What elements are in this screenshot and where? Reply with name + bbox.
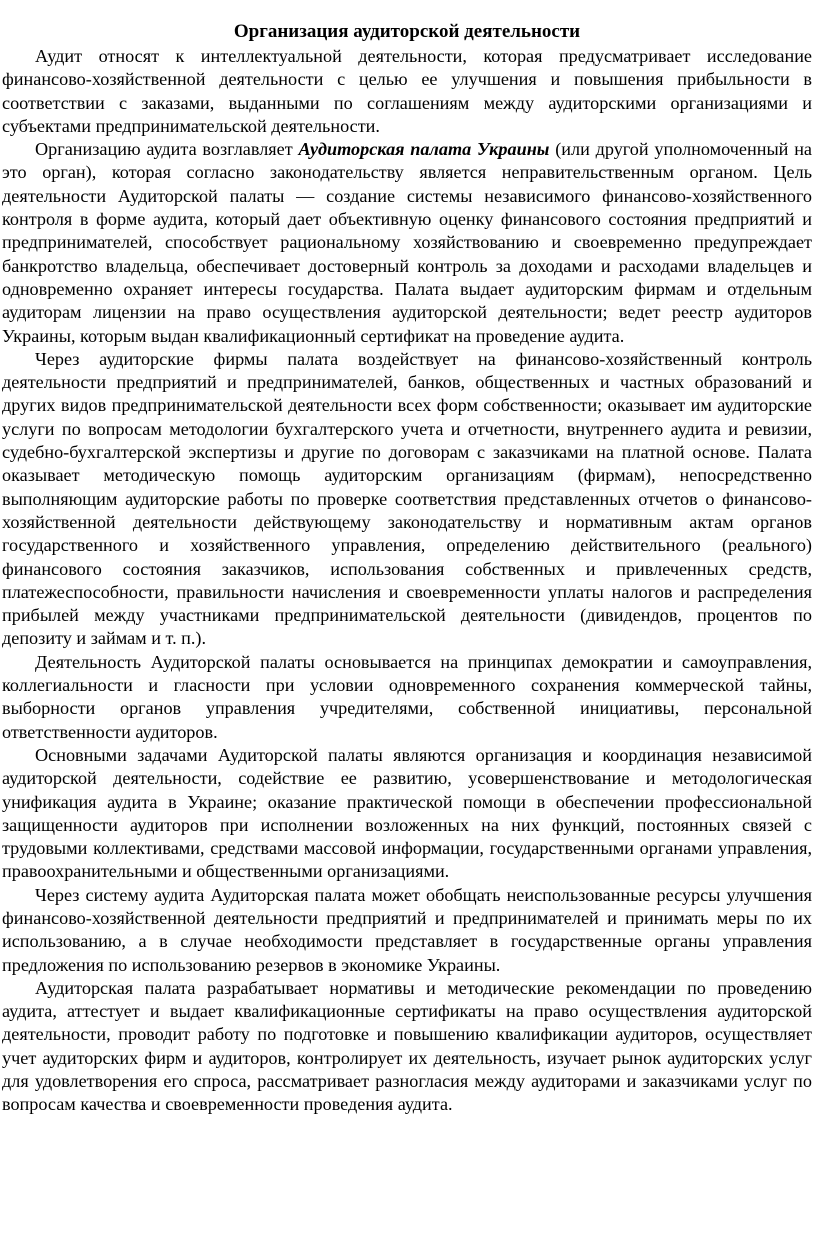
paragraph-chamber-principles: Деятельность Аудиторской палаты основывается на принципах демократии и самоуправления, коллегиальности и гласности при условии одновременного сохранения коммерческой тайны, выборности органов управления учредителями, собственной инициативы, персональной ответственности аудиторов. [2, 651, 812, 742]
paragraph-audit-chamber [2, 138, 812, 348]
paragraph-resource-generalization: Через систему аудита Аудиторская палата может обобщать неиспользованные ресурсы улучшения финансово-хозяйственной деятельности предприятий и предпринимателей и принимать меры по их использованию, а в случае необходимости представляет в государственные органы управления предложения по использованию резервов в экономике Украины. [2, 884, 812, 975]
document-title: Организация аудиторской деятельности [233, 21, 581, 42]
paragraph-audit-chamber-intro: Организацию аудита возглавляет [35, 139, 299, 160]
paragraph-chamber-standards: Аудиторская палата разрабатывает нормативы и методические рекомендации по проведению аудита, аттестует и выдает квалификационные сертификаты на право осуществления аудиторской деятельности, проводит работу по подготовке и повышению квалификации аудиторов, осуществляет учет аудиторских фирм и аудиторов, контролирует их деятельность, изучает рынок аудиторских услуг для удовлетворения его спроса, рассматривает разногласия между аудиторами и заказчиками услуг по вопросам качества и своевременности проведения аудита. [2, 977, 812, 1115]
paragraph-chamber-tasks: Основными задачами Аудиторской палаты являются организация и координация независимой аудиторской деятельности, содействие ее развитию, усовершенствование и методологическая унификация аудита в Украине; оказание практической помощи в обеспечении профессиональной защищенности аудиторов при исполнении возложенных на них функций, постоянных связей с трудовыми коллективами, средствами массовой информации, государственными органами управления, правоохранительными и общественными организациями. [2, 744, 812, 882]
paragraph-chamber-influence: Через аудиторские фирмы палата воздействует на финансово-хозяйственный контроль деятельности предприятий и предпринимателей, банков, общественных и частных образований и других видов предпринимательской деятельности всех форм собственности; оказывает им аудиторские услуги по вопросам методологии бухгалтерского учета и отчетности, внутреннего аудита и ревизии, судебно-бухгалтерской экспертизы и другие по договорам с заказчиками на платной основе. Палата оказывает методическую помощь аудиторским организациям (фирмам), непосредственно выполняющим аудиторские работы по проверке соответствия представленных отчетов о финансово-хозяйственной деятельности действующему законодательству и нормативным актам органов государственного и хозяйственного управления, определению действительного (реального) финансового состояния заказчиков, использования собственных и привлеченных средств, платежеспособности, правильности начисления и своевременности уплаты налогов и распределения прибылей между участниками предпринимательской деятельности (дивидендов, процентов по депозиту и займам и т. п.). [2, 348, 812, 649]
audit-chamber-name: Аудиторская палата Украины [298, 139, 550, 160]
paragraph-audit-chamber-body: (или другой уполномоченный на это орган), которая согласно законодательству является неправительственным органом. Цель деятельности Аудиторской палаты — создание системы независимого финансово-хозяйственного контроля в форме аудита, который дает объективную оценку финансового состояния предприятий и предпринимателей, способствует рациональному хозяйствованию и своевременно предупреждает банкротство владельца, обеспечивает достоверный контроль за доходами и расходами владельцев и одновременно охраняет интересы государства. Палата выдает аудиторским фирмам и отдельным аудиторам лицензии на право осуществления аудиторской деятельности; ведет реестр аудиторов Украины, которым выдан квалификационный сертификат на проведение аудита. [2, 139, 812, 346]
paragraph-audit-definition: Аудит относят к интеллектуальной деятельности, которая предусматривает исследование финансово-хозяйственной деятельности с целью ее улучшения и повышения прибыльности в соответствии с заказами, выданными по соглашениям между аудиторскими организациями и субъектами предпринимательской деятельности. [2, 46, 812, 136]
